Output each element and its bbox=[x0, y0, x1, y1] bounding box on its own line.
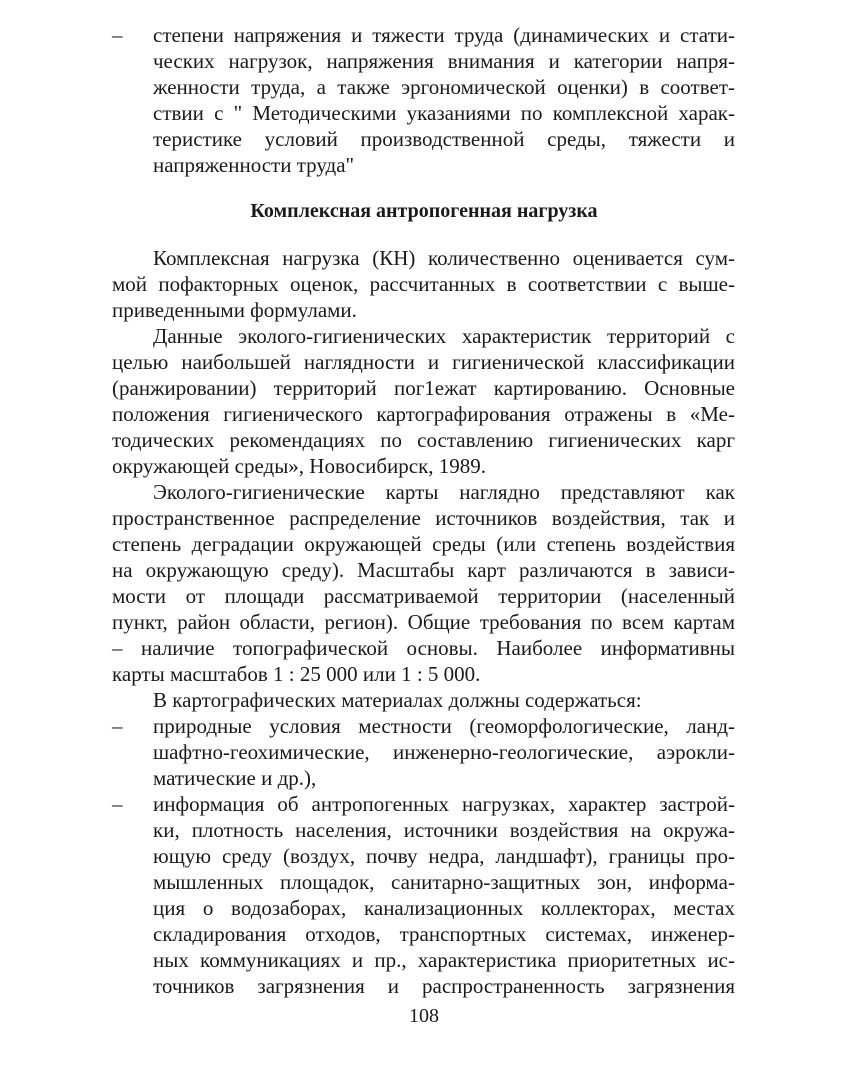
text-line: информация об антропогенных нагрузках, характер застрой- bbox=[153, 792, 735, 816]
text-line: матические и др.), bbox=[153, 766, 317, 790]
text-line: ствии с " Методическими указаниями по комплексной харак- bbox=[153, 101, 735, 125]
text-line: окружающей среды», Новосибирск, 1989. bbox=[112, 454, 487, 478]
page-number: 108 bbox=[409, 1005, 439, 1027]
text-line: ных коммуникациях и пр., характеристика приоритетных ис- bbox=[153, 948, 735, 972]
text-line: природные условия местности (геоморфологические, ланд- bbox=[153, 714, 735, 738]
text-line: пункт, район области, регион). Общие требования по всем картам bbox=[112, 610, 735, 634]
text-line: тодических рекомендациях по составлению гигиенических карг bbox=[112, 428, 735, 452]
text-line: степени напряжения и тяжести труда (динамических и стати- bbox=[153, 23, 735, 47]
text-line: – наличие топографической основы. Наиболее информативны bbox=[112, 636, 735, 660]
text-line: приведенными формулами. bbox=[112, 298, 357, 322]
text-line: шафтно-геохимические, инженерно-геологические, аэрокли- bbox=[153, 740, 735, 764]
section-heading: Комплексная антропогенная нагрузка bbox=[250, 200, 598, 222]
text-line: напряженности труда" bbox=[153, 153, 355, 177]
text-line: (ранжировании) территорий пог1ежат картированию. Основные bbox=[112, 376, 735, 400]
text-line: пространственное распределение источников воздействия, так и bbox=[112, 506, 735, 530]
bullet-marker: – bbox=[112, 714, 123, 738]
bullet-marker: – bbox=[112, 23, 123, 47]
text-line: ки, плотность населения, источники воздействия на окружа- bbox=[153, 818, 735, 842]
text-line: мой пофакторных оценок, рассчитанных в соответствии с выше- bbox=[112, 272, 735, 296]
text-line: положения гигиенического картографирования отражены в «Ме- bbox=[112, 402, 735, 426]
text-line: мышленных площадок, санитарно-защитных зон, информа- bbox=[153, 870, 735, 894]
text-line: ющую среду (воздух, почву недра, ландшафт), границы про- bbox=[153, 844, 735, 868]
text-line: В картографических материалах должны содержаться: bbox=[153, 688, 642, 712]
text-line: ция о водозаборах, канализационных коллекторах, местах bbox=[153, 896, 735, 920]
text-line: точников загрязнения и распространенность загрязнения bbox=[153, 974, 735, 998]
text-line: Эколого-гигиенические карты наглядно представляют как bbox=[153, 480, 735, 504]
text-line: на окружающую среду). Масштабы карт различаются в зависи- bbox=[112, 558, 735, 582]
bullet-marker: – bbox=[112, 792, 123, 816]
text-line: мости от площади рассматриваемой территории (населенный bbox=[112, 584, 735, 608]
text-line: карты масштабов 1 : 25 000 или 1 : 5 000. bbox=[112, 662, 481, 686]
text-line: степень деградации окружающей среды (или степень воздействия bbox=[112, 532, 735, 556]
text-line: теристике условий производственной среды, тяжести и bbox=[153, 127, 735, 151]
text-line: Комплексная нагрузка (КН) количественно оценивается сум- bbox=[153, 246, 735, 270]
text-line: Данные эколого-гигиенических характеристик территорий с bbox=[153, 324, 735, 348]
text-line: складирования отходов, транспортных системах, инженер- bbox=[153, 922, 735, 946]
text-line: женности труда, а также эргономической оценки) в соответ- bbox=[153, 75, 735, 99]
text-line: целью наибольшей наглядности и гигиенической классификации bbox=[112, 350, 735, 374]
text-line: ческих нагрузок, напряжения внимания и категории напря- bbox=[153, 49, 735, 73]
